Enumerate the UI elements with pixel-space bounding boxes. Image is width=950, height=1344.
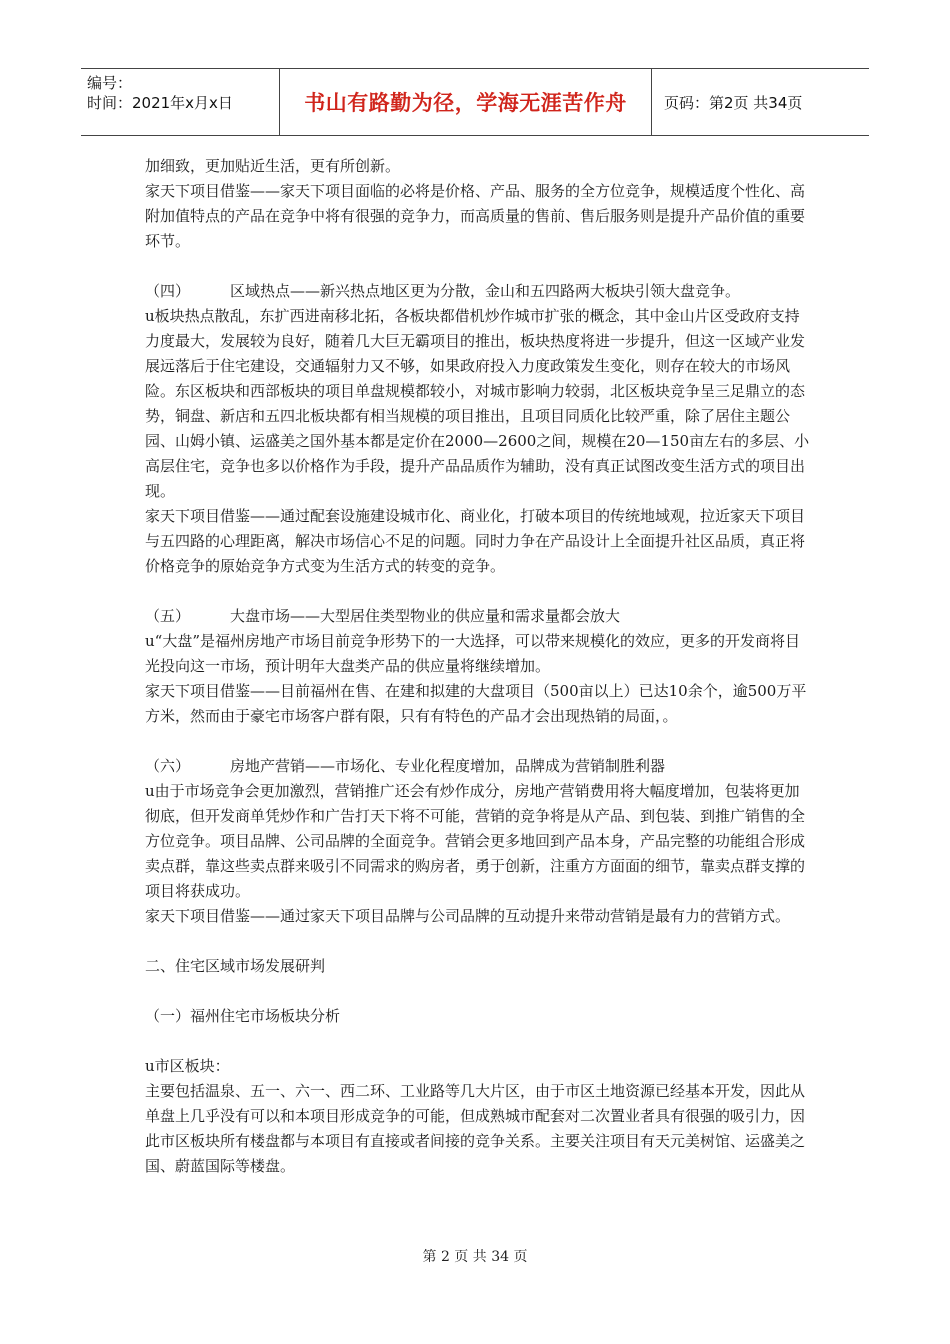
header-page-cell bbox=[652, 69, 869, 135]
paragraph: 主要包括温泉、五一、六一、西二环、工业路等几大片区，由于市区土地资源已经基本开发，因此从单盘上几乎没有可以和本项目形成竞争的可能，但成熟城市配套对二次置业者具有很强的吸引力，因此市区板块所有楼盘都与本项目有直接或者间接的竞争关系。主要关注项目有天元美树馆、运盛美之国、蔚蓝国际等楼盘。 bbox=[145, 1082, 806, 1175]
chapter-heading: 二、住宅区域市场发展研判 bbox=[145, 957, 326, 975]
section-title: 房地产营销——市场化、专业化程度增加，品牌成为营销制胜利器 bbox=[230, 757, 666, 775]
paragraph: 家天下项目借鉴——家天下项目面临的必将是价格、产品、服务的全方位竞争，规模适度个性化、高附加值特点的产品在竞争中将有很强的竞争力，而高质量的售前、售后服务则是提升产品价值的重要环节。 bbox=[145, 182, 806, 250]
paragraph: u“大盘”是福州房地产市场目前竞争形势下的一大选择，可以带来规模化的效应，更多的开发商将目光投向这一市场，预计明年大盘类产品的供应量将继续增加。 bbox=[145, 632, 801, 675]
paragraph: u板块热点散乱，东扩西进南移北拓，各板块都借机炒作城市扩张的概念，其中金山片区受政府支持力度最大，发展较为良好，随着几大巨无霸项目的推出，板块热度将进一步提升，但这一区域产业发展远落后于住宅建设，交通辐射力又不够，如果政府投入力度政策发生变化，则存在较大的市场风险。东区板块和西部板块的项目单盘规模都较小，对城市影响力较弱，北区板块竞争呈三足鼎立的态势，铜盘、新店和五四北板块都有相当规模的项目推出，且项目同质化比较严重，除了居住主题公园、山姆小镇、运盛美之国外基本都是定价在2000—2600之间，规模在20—150亩左右的多层、小高层住宅，竞争也多以价格作为手段，提升产品品质作为辅助，没有真正试图改变生活方式的项目出现。 bbox=[145, 307, 810, 500]
paragraph: 加细致，更加贴近生活，更有所创新。 bbox=[145, 157, 401, 175]
header-page-info: 页码：第2页 共34页 bbox=[664, 93, 803, 112]
section-heading bbox=[145, 604, 810, 629]
section-title: 区域热点——新兴热点地区更为分散，金山和五四路两大板块引领大盘竞争。 bbox=[230, 282, 741, 300]
section-heading bbox=[145, 754, 810, 779]
section-number: （六） bbox=[145, 757, 191, 775]
spacer bbox=[145, 929, 810, 954]
header-motto-cell bbox=[280, 69, 652, 135]
header-motto: 书山有路勤为径，学海无涯苦作舟 bbox=[304, 91, 627, 115]
spacer bbox=[145, 729, 810, 754]
section-number: （五） bbox=[145, 607, 191, 625]
serial-label: 编号： bbox=[87, 74, 133, 92]
spacer bbox=[145, 579, 810, 604]
time-label: 时间：2021年x月x日 bbox=[87, 94, 233, 112]
paragraph: 家天下项目借鉴——目前福州在售、在建和拟建的大盘项目（500亩以上）已达10余个，逾500万平方米，然而由于豪宅市场客户群有限，只有有特色的产品才会出现热销的局面，。 bbox=[145, 682, 807, 725]
document-body bbox=[145, 154, 810, 1179]
spacer bbox=[145, 979, 810, 1004]
spacer bbox=[145, 1029, 810, 1054]
paragraph: 家天下项目借鉴——通过家天下项目品牌与公司品牌的互动提升来带动营销是最有力的营销方式。 bbox=[145, 907, 791, 925]
paragraph: u市区板块： bbox=[145, 1057, 230, 1075]
page-footer: 第 2 页 共 34 页 bbox=[422, 1249, 528, 1265]
paragraph: u由于市场竞争会更加激烈，营销推广还会有炒作成分，房地产营销费用将大幅度增加，包装将更加彻底，但开发商单凭炒作和广告打天下将不可能，营销的竞争将是从产品、到包装、到推广销售的全方位竞争。项目品牌、公司品牌的全面竞争。营销会更多地回到产品本身，产品完整的功能组合形成卖点群，靠这些卖点群来吸引不同需求的购房者，勇于创新，注重方方面面的细节，靠卖点群支撑的项目将获成功。 bbox=[145, 782, 806, 900]
section-title: 大盘市场——大型居住类型物业的供应量和需求量都会放大 bbox=[230, 607, 621, 625]
section-number: （四） bbox=[145, 282, 191, 300]
header-meta-cell bbox=[81, 69, 280, 135]
subsection-heading: （一）福州住宅市场板块分析 bbox=[145, 1007, 341, 1025]
paragraph: 家天下项目借鉴——通过配套设施建设城市化、商业化，打破本项目的传统地域观，拉近家天下项目与五四路的心理距离，解决市场信心不足的问题。同时力争在产品设计上全面提升社区品质，真正将价格竞争的原始竞争方式变为生活方式的转变的竞争。 bbox=[145, 507, 806, 575]
section-heading bbox=[145, 279, 810, 304]
page-header bbox=[81, 68, 869, 136]
spacer bbox=[145, 254, 810, 279]
